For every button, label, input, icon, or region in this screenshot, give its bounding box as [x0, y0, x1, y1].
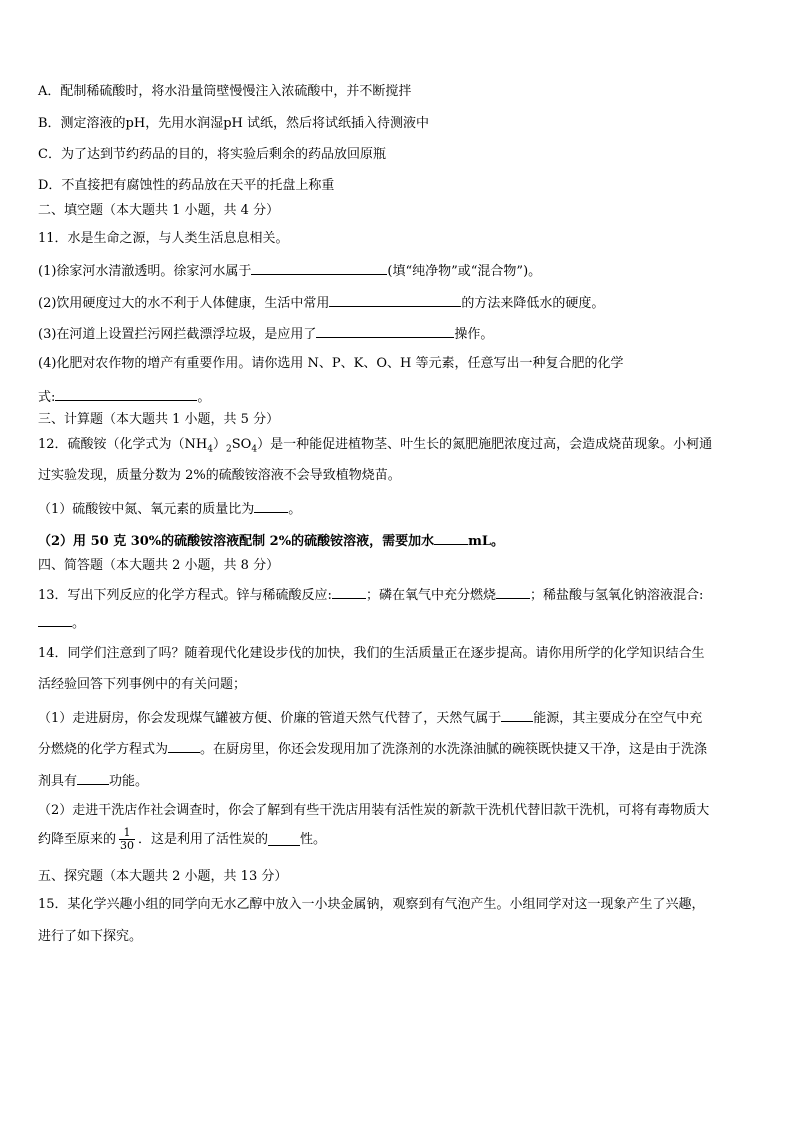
q11-part1-text-b: (填“纯净物”或“混合物”)。 — [387, 264, 542, 279]
q12-text-b: ） — [213, 437, 227, 452]
q12-sub4: 4 — [207, 444, 213, 455]
q13-text-b: ；磷在氧气中充分燃烧 — [365, 588, 496, 603]
q13-line2 — [38, 614, 85, 632]
q12-sub2: 2 — [226, 444, 232, 455]
option-c: C．为了达到节约药品的目的，将实验后剩余的药品放回原瓶 — [38, 147, 386, 162]
section2-heading: 二、填空题（本大题共 1 小题，共 4 分） — [38, 203, 280, 218]
q13-text-d: 。 — [72, 616, 86, 631]
q12-part1-text-b: 。 — [288, 502, 302, 517]
q14-part1-text-e: 剂具有 — [38, 774, 78, 789]
answer-blank[interactable] — [254, 500, 288, 513]
q14-part1-text-c: 分燃烧的化学方程式为 — [38, 742, 169, 757]
answer-blank[interactable] — [251, 262, 387, 275]
q11-part4-text-c: 。 — [197, 390, 211, 405]
q12-line1 — [38, 437, 712, 455]
option-b: B．测定溶液的pH，先用水润湿pH 试纸，然后将试纸插入待测液中 — [38, 116, 430, 131]
fraction — [119, 827, 135, 852]
q14-part2-line1: （2）走进干洗店作社会调查时，你会了解到有些干洗店用装有活性炭的新款干洗机代替旧款干洗机，可将有毒物质大 — [38, 803, 710, 818]
q11-part4-line2 — [38, 388, 210, 406]
q14-part2-text-b: 约降至原来的 — [38, 831, 117, 847]
answer-blank[interactable] — [38, 614, 72, 627]
option-d: D．不直接把有腐蚀性的药品放在天平的托盘上称重 — [38, 178, 335, 193]
q15-line1: 15．某化学兴趣小组的同学向无水乙醇中放入一小块金属钠，观察到有气泡产生。小组同学对这一现象产生了兴趣， — [38, 897, 705, 912]
q12-part1 — [38, 500, 301, 518]
q11-part1-text-a: (1)徐家河水清澈透明。徐家河水属于 — [38, 264, 252, 279]
q13-text-c: ；稀盐酸与氢氧化钠溶液混合: — [529, 588, 704, 603]
q14-line1: 14．同学们注意到了吗？随着现代化建设步伐的加快，我们的生活质量正在逐步提高。请你用所学的化学知识结合生 — [38, 646, 705, 661]
q11-part4-text-b: 式: — [38, 390, 56, 405]
answer-blank[interactable] — [501, 709, 533, 722]
q11-part3-text-b: 操作。 — [454, 327, 494, 342]
q14-part2-text-c: ．这是利用了活性炭的 — [138, 831, 269, 847]
answer-blank[interactable] — [434, 532, 468, 545]
q13-line1 — [38, 586, 703, 604]
answer-blank[interactable] — [268, 833, 300, 846]
q11-part3 — [38, 325, 493, 343]
q12-sub4b: 4 — [251, 444, 258, 455]
q12-text-a: 12．硫酸铵（化学式为（NH — [38, 437, 208, 452]
q12-part2-text-a: （2）用 50 克 30%的硫酸铵溶液配制 2%的硫酸铵溶液，需要加水 — [38, 534, 435, 549]
answer-blank[interactable] — [332, 586, 366, 599]
answer-blank[interactable] — [496, 586, 530, 599]
q11-part1 — [38, 262, 541, 280]
q11-part2-text-a: (2)饮用硬度过大的水不利于人体健康，生活中常用 — [38, 296, 330, 311]
q12-part1-text-a: （1）硫酸铵中氮、氧元素的质量比为 — [38, 502, 255, 517]
q13-text-a: 13．写出下列反应的化学方程式。锌与稀硫酸反应: — [38, 588, 332, 603]
q11-part4-line1: (4)化肥对农作物的增产有重要作用。请你选用 N、P、K、O、H 等元素，任意写出一种复合肥的化学 — [38, 356, 624, 371]
q14-part1-text-a: （1）走进厨房，你会发现煤气罐被方便、价廉的管道天然气代替了，天然气属于 — [38, 711, 502, 726]
q14-part1-text-d: 。在厨房里，你还会发现用加了洗涤剂的水洗涤油腻的碗筷既快捷又干净，这是由于洗涤 — [200, 742, 708, 757]
q14-part1-line2 — [38, 740, 707, 758]
q12-text-c: SO — [231, 437, 252, 452]
answer-blank[interactable] — [168, 740, 200, 753]
q14-part2-text-d: 性。 — [300, 831, 327, 847]
q12-part2 — [38, 532, 504, 550]
q12-line2: 过实验发现，质量分数为 2%的硫酸铵溶液不会导致植物烧苗。 — [38, 468, 401, 483]
fraction-denominator: 30 — [120, 839, 135, 853]
section4-heading: 四、简答题（本大题共 2 小题，共 8 分） — [38, 558, 280, 573]
section3-heading: 三、计算题（本大题共 1 小题，共 5 分） — [38, 412, 280, 427]
q11-part2 — [38, 294, 604, 312]
q11-part3-text-a: (3)在河道上设置拦污网拦截漂浮垃圾，是应用了 — [38, 327, 317, 342]
q11-stem: 11．水是生命之源，与人类生活息息相关。 — [38, 231, 289, 246]
answer-blank[interactable] — [77, 772, 109, 785]
q14-part1-text-f: 功能。 — [109, 774, 149, 789]
q14-part1-text-b: 能源，其主要成分在空气中充 — [533, 711, 703, 726]
q14-part1-line1 — [38, 709, 702, 727]
q15-line2: 进行了如下探究。 — [38, 929, 143, 944]
option-a: A．配制稀硫酸时，将水沿量筒壁慢慢注入浓硫酸中，并不断搅拌 — [38, 84, 412, 99]
q14-part1-line3 — [38, 772, 148, 790]
answer-blank[interactable] — [329, 294, 461, 307]
q14-part2-line2 — [38, 827, 326, 852]
section5-heading: 五、探究题（本大题共 2 小题，共 13 分） — [38, 869, 288, 884]
q11-part2-text-b: 的方法来降低水的硬度。 — [461, 296, 605, 311]
q14-line2: 活经验回答下列事例中的有关问题； — [38, 677, 247, 692]
q12-text-d: ）是一种能促进植物茎、叶生长的氮肥施肥浓度过高，会造成烧苗现象。小柯通 — [257, 437, 713, 452]
answer-blank[interactable] — [316, 325, 454, 338]
fraction-numerator: 1 — [123, 826, 131, 839]
q12-part2-text-b: mL。 — [468, 534, 504, 549]
answer-blank[interactable] — [55, 388, 197, 401]
